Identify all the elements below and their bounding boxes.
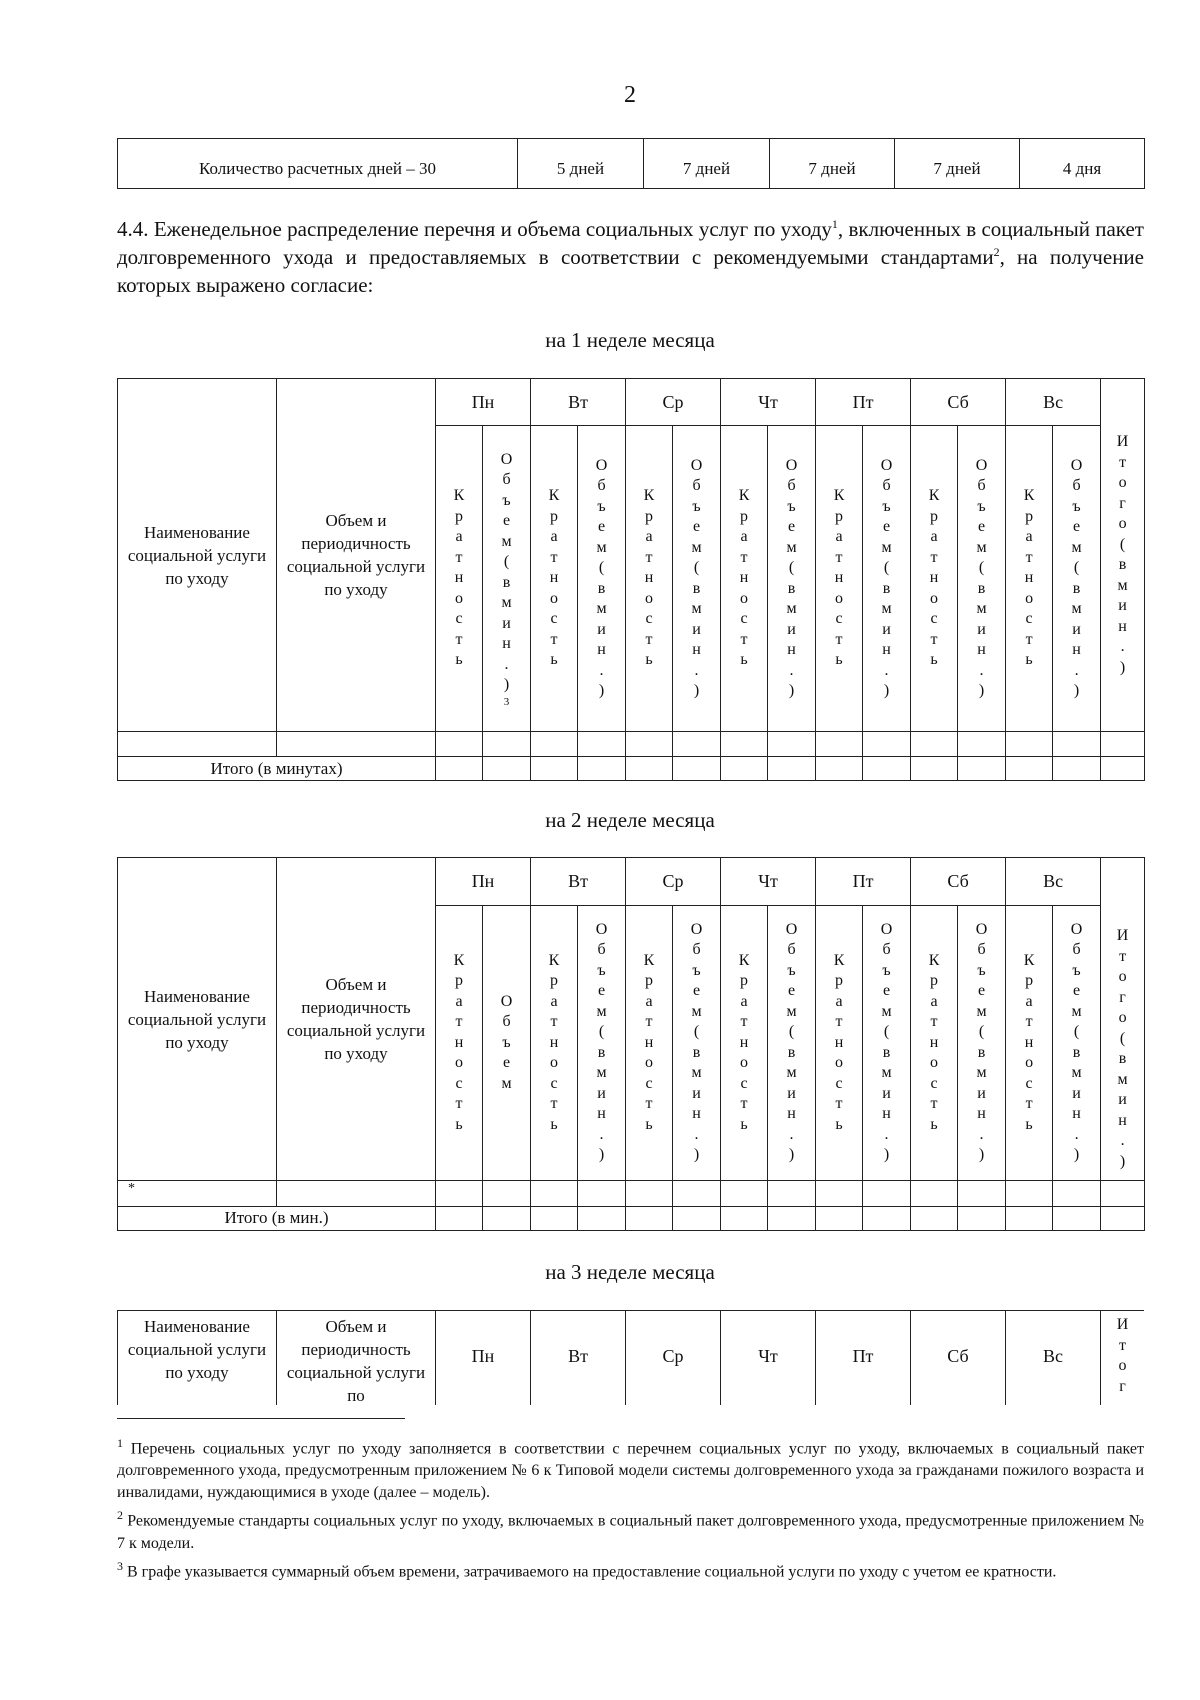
footnote-text: В графе указывается суммарный объем времени, затрачиваемого на предоставление социальной услуги по уходу с учетом ее кратности. xyxy=(127,1562,1057,1580)
empty-cell xyxy=(531,1181,578,1206)
empty-cell xyxy=(578,732,626,757)
header-volume-min: О б ъ е м ( в м и н . ) xyxy=(863,426,911,732)
total-cell xyxy=(483,1206,531,1230)
footnote-text: Рекомендуемые стандарты социальных услуг по уходу, включаемых в социальный пакет долговременного ухода, предусмотренные приложением № 7 к модели. xyxy=(117,1512,1145,1552)
total-cell xyxy=(768,757,816,781)
total-cell xyxy=(578,1206,626,1230)
paragraph-text: , на получение которых выражено согласие: xyxy=(117,245,1144,297)
table-row xyxy=(118,757,1145,781)
empty-cell xyxy=(118,732,277,757)
header-volume: Объем и периодичность социальной услуги по уходу xyxy=(277,858,436,1181)
header-volume-min: О б ъ е м ( в м и н . ) xyxy=(673,905,721,1181)
empty-cell xyxy=(626,1181,673,1206)
header-day: Чт xyxy=(721,379,816,426)
header-multiplicity: К р а т н о с т ь xyxy=(911,426,958,732)
empty-cell xyxy=(816,1181,863,1206)
header-volume-min: О б ъ е м ( в м и н . ) xyxy=(578,905,626,1181)
footnote xyxy=(117,1504,1144,1554)
header-day: Пт xyxy=(816,1311,911,1406)
header-service-name: Наименование социальной услуги по уходу xyxy=(118,1311,277,1406)
header-multiplicity: К р а т н о с т ь xyxy=(436,426,483,732)
header-day: Пн xyxy=(436,1311,531,1406)
days-count-table xyxy=(117,138,1145,189)
footnote-ref: 1 xyxy=(831,217,838,231)
total-cell xyxy=(1053,1206,1101,1230)
header-multiplicity: К р а т н о с т ь xyxy=(911,905,958,1181)
total-cell xyxy=(863,757,911,781)
empty-cell xyxy=(1053,1181,1101,1206)
total-cell xyxy=(958,1206,1006,1230)
empty-cell xyxy=(1101,1181,1145,1206)
empty-cell xyxy=(436,1181,483,1206)
footnote-ref: 2 xyxy=(993,245,1000,259)
table-row xyxy=(118,379,1145,426)
header-multiplicity: К р а т н о с т ь xyxy=(626,426,673,732)
total-cell xyxy=(1006,1206,1053,1230)
header-day: Пн xyxy=(436,379,531,426)
empty-cell xyxy=(816,732,863,757)
header-day: Ср xyxy=(626,379,721,426)
empty-cell xyxy=(1101,732,1145,757)
week-1-table xyxy=(117,378,1145,781)
header-day: Пт xyxy=(816,858,911,906)
header-day: Вт xyxy=(531,379,626,426)
header-multiplicity: К р а т н о с т ь xyxy=(1006,426,1053,732)
empty-cell xyxy=(578,1181,626,1206)
empty-cell xyxy=(1006,732,1053,757)
header-day: Сб xyxy=(911,1311,1006,1406)
total-cell xyxy=(958,757,1006,781)
total-cell xyxy=(721,757,768,781)
empty-cell xyxy=(1053,732,1101,757)
section-paragraph xyxy=(117,215,1144,299)
week-2-table xyxy=(117,857,1145,1231)
header-multiplicity: К р а т н о с т ь xyxy=(1006,905,1053,1181)
empty-cell xyxy=(1006,1181,1053,1206)
header-multiplicity: К р а т н о с т ь xyxy=(626,905,673,1181)
days-count-cell: 7 дней xyxy=(770,139,895,189)
header-volume-min: О б ъ е м ( в м и н . ) xyxy=(673,426,721,732)
header-volume-min: О б ъ е м ( в м и н . ) xyxy=(1053,426,1101,732)
days-count-cell: 7 дней xyxy=(895,139,1020,189)
week-1-caption: на 1 неделе месяца xyxy=(545,328,715,352)
empty-cell xyxy=(768,1181,816,1206)
total-cell xyxy=(531,1206,578,1230)
header-day: Пн xyxy=(436,858,531,906)
week-3-caption: на 3 неделе месяца xyxy=(545,1260,715,1284)
empty-cell xyxy=(673,1181,721,1206)
empty-cell xyxy=(863,732,911,757)
total-cell xyxy=(673,757,721,781)
total-cell xyxy=(911,1206,958,1230)
empty-cell xyxy=(483,1181,531,1206)
empty-cell xyxy=(673,732,721,757)
total-cell xyxy=(1053,757,1101,781)
days-count-cell: 7 дней xyxy=(644,139,770,189)
header-multiplicity: К р а т н о с т ь xyxy=(436,905,483,1181)
header-day: Сб xyxy=(911,379,1006,426)
week-3-clip xyxy=(117,1310,1144,1405)
header-multiplicity: К р а т н о с т ь xyxy=(721,426,768,732)
table-row xyxy=(118,139,1145,189)
header-day: Чт xyxy=(721,1311,816,1406)
table-row xyxy=(118,1181,1145,1206)
total-cell xyxy=(483,757,531,781)
table-row xyxy=(118,858,1145,906)
header-multiplicity: К р а т н о с т ь xyxy=(816,905,863,1181)
total-cell xyxy=(1101,757,1145,781)
week-2-caption: на 2 неделе месяца xyxy=(545,808,715,832)
header-total-vertical: И т о г о ( в м и н . ) xyxy=(1101,379,1145,732)
header-day: Пт xyxy=(816,379,911,426)
header-day: Вт xyxy=(531,858,626,906)
header-volume-min: О б ъ е м ( в м и н . ) xyxy=(863,905,911,1181)
header-volume-min: О б ъ е м ( в м и н . ) 3 xyxy=(483,426,531,732)
total-cell xyxy=(1101,1206,1145,1230)
header-volume-min: О б ъ е м ( в м и н . ) xyxy=(768,905,816,1181)
header-day: Ср xyxy=(626,858,721,906)
total-cell xyxy=(768,1206,816,1230)
total-cell xyxy=(626,757,673,781)
total-cell xyxy=(816,1206,863,1230)
empty-cell xyxy=(626,732,673,757)
footnote-number: 3 xyxy=(117,1558,123,1573)
days-count-cell: 4 дня xyxy=(1020,139,1145,189)
empty-cell xyxy=(277,732,436,757)
table-row xyxy=(118,1311,1145,1406)
empty-cell xyxy=(721,1181,768,1206)
header-multiplicity: К р а т н о с т ь xyxy=(531,426,578,732)
total-cell xyxy=(1006,757,1053,781)
days-count-cell: 5 дней xyxy=(518,139,644,189)
row-marker: * xyxy=(118,1181,277,1206)
header-volume-min: О б ъ е м ( в м и н . ) xyxy=(958,905,1006,1181)
footnote-divider xyxy=(117,1418,405,1419)
total-cell xyxy=(436,757,483,781)
total-cell xyxy=(578,757,626,781)
header-day: Чт xyxy=(721,858,816,906)
header-service-name: Наименование социальной услуги по уходу xyxy=(118,379,277,732)
week-3-table xyxy=(117,1310,1144,1405)
empty-cell xyxy=(531,732,578,757)
header-multiplicity: К р а т н о с т ь xyxy=(721,905,768,1181)
header-total-vertical: И т о г xyxy=(1101,1311,1145,1406)
header-service-name: Наименование социальной услуги по уходу xyxy=(118,858,277,1181)
empty-cell xyxy=(911,732,958,757)
header-volume-min: О б ъ е м ( в м и н . ) xyxy=(768,426,816,732)
paragraph-text: 4.4. Еженедельное распределение перечня и объема социальных услуг по уходу xyxy=(117,217,832,241)
total-label: Итого (в мин.) xyxy=(118,1206,436,1230)
footnote-text: Перечень социальных услуг по уходу заполняется в соответствии с перечнем социальных услуг по уходу, включаемых в социальный пакет долговременного ухода, предусмотренным приложением № 6 к Типовой модели системы долговременного ухода за гражданами пожилого возраста и инвалидами, нуждающимися в уходе (далее – модель). xyxy=(117,1440,1145,1502)
header-volume: Объем и периодичность социальной услуги по уходу xyxy=(277,379,436,732)
header-day: Ср xyxy=(626,1311,721,1406)
header-multiplicity: К р а т н о с т ь xyxy=(531,905,578,1181)
footnote-number: 1 xyxy=(117,1436,123,1450)
empty-cell xyxy=(436,732,483,757)
empty-cell xyxy=(768,732,816,757)
total-cell xyxy=(673,1206,721,1230)
empty-cell xyxy=(483,732,531,757)
empty-cell xyxy=(863,1181,911,1206)
page-number: 2 xyxy=(624,82,636,108)
total-cell xyxy=(531,757,578,781)
table-row xyxy=(118,1206,1145,1230)
footnote-number: 2 xyxy=(117,1508,123,1523)
footnote xyxy=(117,1432,1144,1504)
total-cell xyxy=(911,757,958,781)
header-volume-min: О б ъ е м ( в м и н . ) xyxy=(578,426,626,732)
total-cell xyxy=(721,1206,768,1230)
empty-cell xyxy=(911,1181,958,1206)
total-cell xyxy=(626,1206,673,1230)
table-row xyxy=(118,732,1145,757)
days-count-label: Количество расчетных дней – 30 xyxy=(118,139,518,189)
header-day: Вс xyxy=(1006,1311,1101,1406)
header-day: Вс xyxy=(1006,379,1101,426)
header-day: Сб xyxy=(911,858,1006,906)
total-cell xyxy=(816,757,863,781)
total-cell xyxy=(863,1206,911,1230)
paragraph-text: , включенных в социальный пакет долговременного ухода и предоставляемых в соответствии с рекомендуемыми стандартами xyxy=(117,217,1144,269)
header-total-vertical: И т о г о ( в м и н . ) xyxy=(1101,858,1145,1181)
footnote xyxy=(117,1555,1144,1583)
empty-cell xyxy=(958,732,1006,757)
empty-cell xyxy=(958,1181,1006,1206)
header-multiplicity: К р а т н о с т ь xyxy=(816,426,863,732)
total-label: Итого (в минутах) xyxy=(118,757,436,781)
header-volume-short: О б ъ е м xyxy=(483,905,531,1181)
empty-cell xyxy=(721,732,768,757)
header-day: Вт xyxy=(531,1311,626,1406)
footnotes xyxy=(117,1432,1144,1583)
header-volume-min: О б ъ е м ( в м и н . ) xyxy=(958,426,1006,732)
empty-cell xyxy=(277,1181,436,1206)
header-volume-min: О б ъ е м ( в м и н . ) xyxy=(1053,905,1101,1181)
header-volume: Объем и периодичность социальной услуги по xyxy=(277,1311,436,1406)
header-day: Вс xyxy=(1006,858,1101,906)
total-cell xyxy=(436,1206,483,1230)
